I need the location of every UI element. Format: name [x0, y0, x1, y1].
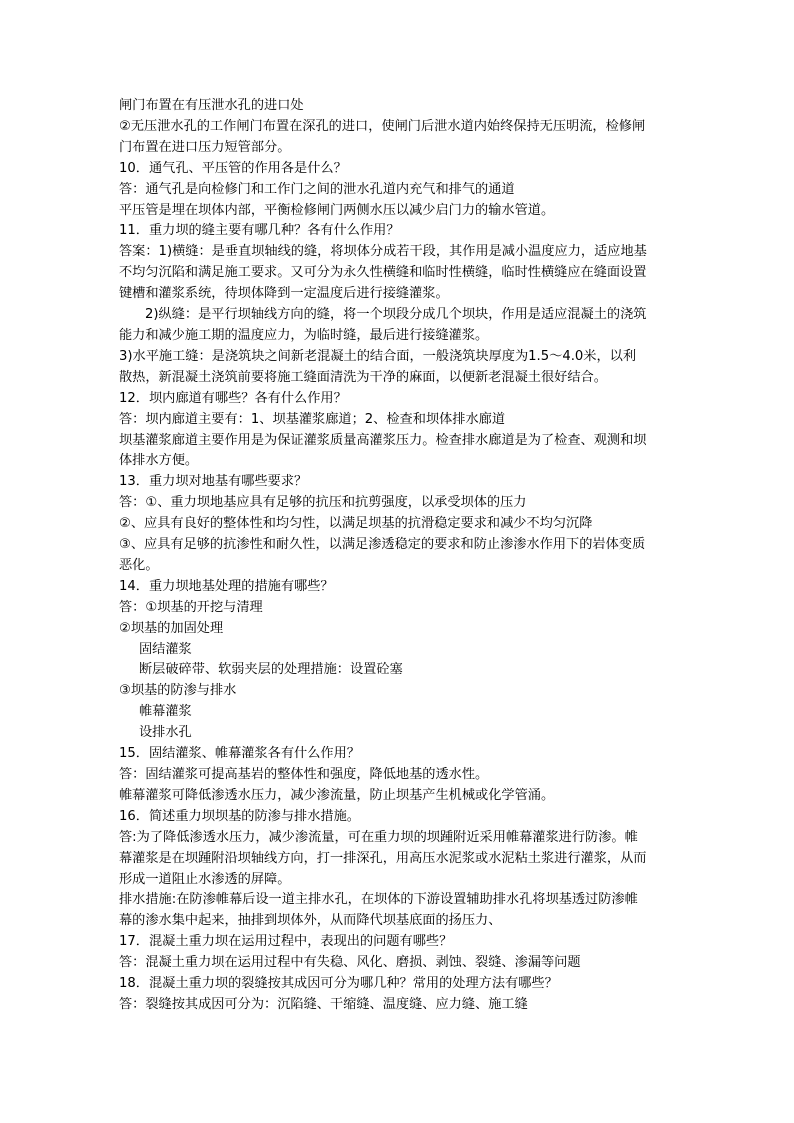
answer-line: 答：混凝土重力坝在运用过程中有失稳、风化、磨损、剥蚀、裂缝、渗漏等问题: [119, 955, 581, 971]
document-body: [119, 96, 679, 1016]
text-line: 不均匀沉陷和满足施工要求。又可分为永久性横缝和临时性横缝，临时性横缝应在缝面设置: [119, 265, 647, 281]
answer-line: 答:为了降低渗透水压力，减少渗流量，可在重力坝的坝踵附近采用帷幕灌浆进行防渗。帷: [119, 829, 638, 845]
text-line: 恶化。: [119, 557, 159, 573]
text-line: 门布置在进口压力短管部分。: [119, 139, 291, 155]
answer-line: 答：①坝基的开挖与清理: [119, 599, 263, 615]
text-line: 排水措施:在防渗帷幕后设一道主排水孔，在坝体的下游设置辅助排水孔将坝基透过防渗帷: [119, 892, 638, 908]
text-line: ③坝基的防渗与排水: [119, 683, 237, 699]
text-line: 体排水方便。: [119, 453, 199, 469]
answer-line: 答：①、重力坝地基应具有足够的抗压和抗剪强度，以承受坝体的压力: [119, 495, 527, 511]
text-line: 断层破碎带、软弱夹层的处理措施：设置砼塞: [139, 662, 403, 678]
text-line: 键槽和灌浆系统，待坝体降到一定温度后进行接缝灌浆。: [119, 286, 449, 302]
text-line: 幕的渗水集中起来，抽排到坝体外，从而降代坝基底面的扬压力、: [119, 913, 502, 929]
answer-line: 答：坝内廊道主要有：1、坝基灌浆廊道；2、检查和坝体排水廊道: [119, 411, 506, 427]
question-heading: 10．通气孔、平压管的作用各是什么？: [119, 160, 347, 176]
question-heading: 15．固结灌浆、帷幕灌浆各有什么作用？: [119, 746, 360, 762]
text-line: 能力和减少施工期的温度应力，为临时缝，最后进行接缝灌浆。: [119, 327, 489, 343]
text-line: 2)纵缝：是平行坝轴线方向的缝，将一个坝段分成几个坝块，作用是适应混凝土的浇筑: [145, 307, 647, 323]
text-line: 形成一道阻止水渗透的屏障。: [119, 871, 291, 887]
question-heading: 12．坝内廊道有哪些？各有什么作用？: [119, 390, 347, 406]
text-line: 平压管是埋在坝体内部，平衡检修闸门两侧水压以减少启门力的输水管道。: [119, 202, 555, 218]
text-line: ②坝基的加固处理: [119, 620, 224, 636]
question-heading: 14．重力坝地基处理的措施有哪些？: [119, 578, 334, 594]
text-line: 设排水孔: [139, 725, 192, 741]
answer-line: 答：固结灌浆可提高基岩的整体性和强度，降低地基的透水性。: [119, 767, 489, 782]
question-heading: 17．混凝土重力坝在运用过程中，表现出的问题有哪些？: [119, 934, 453, 950]
answer-line: 答案：1)横缝：是垂直坝轴线的缝，将坝体分成若干段，其作用是减小温度应力，适应地基: [119, 244, 647, 260]
text-line: 散热，新混凝土浇筑前要将施工缝面清洗为干净的麻面，以便新老混凝土很好结合。: [119, 369, 607, 385]
text-line: 固结灌浆: [139, 641, 192, 657]
answer-line: 答：通气孔是向检修门和工作门之间的泄水孔道内充气和排气的通道: [119, 181, 515, 197]
text-line: ③、应具有足够的抗渗性和耐久性，以满足渗透稳定的要求和防止渗渗水作用下的岩体变质: [119, 537, 646, 553]
question-heading: 11．重力坝的缝主要有哪几种？各有什么作用？: [119, 223, 400, 239]
question-heading: 13．重力坝对地基有哪些要求？: [119, 474, 308, 490]
text-line: 闸门布置在有压泄水孔的进口处: [119, 98, 304, 113]
text-line: ②无压泄水孔的工作闸门布置在深孔的进口，使闸门后泄水道内始终保持无压明流，检修闸: [119, 118, 646, 134]
text-line: 坝基灌浆廊道主要作用是为保证灌浆质量高灌浆压力。检查排水廊道是为了检查、观测和坝: [119, 432, 647, 448]
text-line: 幕灌浆是在坝踵附沿坝轴线方向，打一排深孔，用高压水泥浆或水泥粘土浆进行灌浆，从而: [119, 850, 647, 866]
text-line: 3)水平施工缝：是浇筑块之间新老混凝土的结合面，一般浇筑块厚度为1.5～4.0米，以利: [119, 348, 637, 364]
text-line: 帷幕灌浆: [139, 704, 192, 720]
answer-line: 答：裂缝按其成因可分为：沉陷缝、干缩缝、温度缝、应力缝、施工缝: [119, 996, 528, 1012]
text-line: ②、应具有良好的整体性和均匀性，以满足坝基的抗滑稳定要求和减少不均匀沉降: [119, 516, 593, 532]
question-heading: 16．简述重力坝坝基的防渗与排水措施。: [119, 808, 360, 824]
text-line: 帷幕灌浆可降低渗透水压力，减少渗流量，防止坝基产生机械或化学管涌。: [119, 787, 555, 803]
question-heading: 18．混凝土重力坝的裂缝按其成因可分为哪几种？常用的处理方法有哪些？: [119, 976, 558, 992]
